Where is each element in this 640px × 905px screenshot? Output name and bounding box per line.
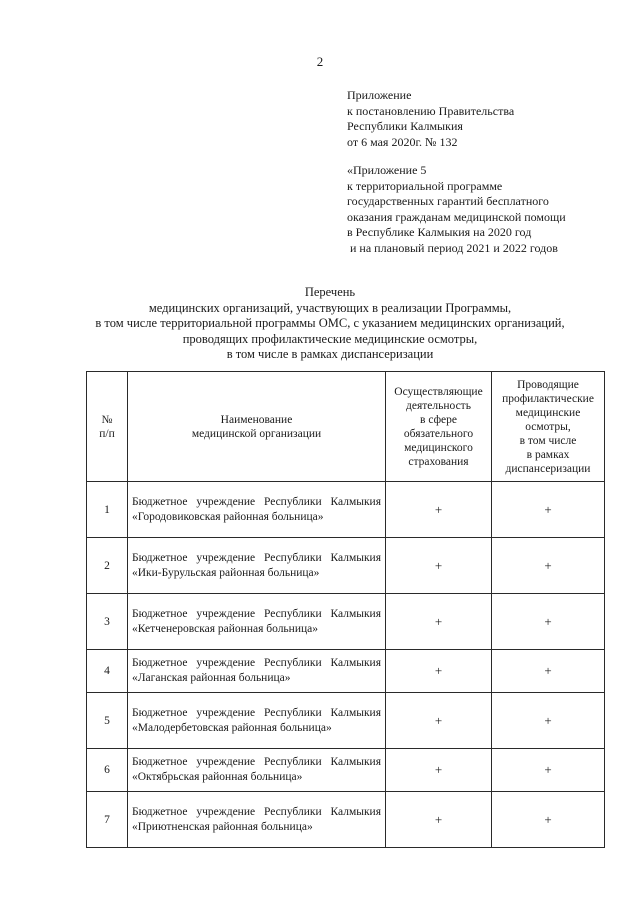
header-oms-line: обязательного	[403, 427, 474, 440]
header-line: к постановлению Правительства	[347, 103, 515, 118]
header-line: от 6 мая 2020г. № 132	[347, 134, 458, 149]
row-num: 3	[87, 594, 128, 650]
table-row	[87, 749, 605, 792]
row-num: 2	[87, 538, 128, 594]
row-oms-mark: +	[386, 538, 492, 594]
table-row	[87, 538, 605, 594]
row-org-name: Бюджетное учреждение Республики Калмыкия «Приютненская районная больница»	[128, 792, 386, 848]
annex-line: к территориальной программе	[347, 178, 503, 193]
header-line: Приложение	[347, 88, 412, 102]
table-row	[87, 792, 605, 848]
row-oms-mark: +	[386, 792, 492, 848]
row-org-name: Бюджетное учреждение Республики Калмыкия «Городовиковская районная больница»	[128, 482, 386, 538]
header-prof-line: профилактические	[502, 392, 594, 405]
header-num	[87, 372, 128, 482]
header-prof-line: Проводящие	[517, 378, 579, 391]
row-oms-mark: +	[386, 749, 492, 792]
row-org-name: Бюджетное учреждение Республики Калмыкия «Лаганская районная больница»	[128, 650, 386, 693]
row-oms-mark: +	[386, 693, 492, 749]
row-org-name: Бюджетное учреждение Республики Калмыкия «Кетченеровская районная больница»	[128, 594, 386, 650]
row-num: 1	[87, 482, 128, 538]
title-line: Перечень	[304, 285, 356, 299]
annex-line: государственных гарантий бесплатного	[347, 194, 549, 208]
row-num: 6	[87, 749, 128, 792]
annex-line: оказания гражданам медицинской помощи	[347, 209, 566, 224]
table-row	[87, 650, 605, 693]
header-oms-line: страхования	[408, 455, 469, 468]
header-prof-line: в рамках	[526, 448, 570, 461]
header-prof-line: диспансеризации	[505, 462, 591, 475]
header-num-line: №	[101, 413, 113, 426]
row-prof-mark: +	[492, 538, 605, 594]
header-oms-line: в сфере	[420, 413, 457, 426]
row-org-name: Бюджетное учреждение Республики Калмыкия «Ики-Бурульская районная больница»	[128, 538, 386, 594]
header-prof	[492, 372, 605, 482]
title-line: проводящих профилактические медицинские осмотры,	[182, 331, 478, 346]
table-row	[87, 482, 605, 538]
header-name-line: Наименование	[220, 413, 293, 426]
organizations-table	[86, 371, 605, 848]
approval-header	[347, 88, 514, 150]
title-line: в том числе территориальной программы ОМС, с указанием медицинских организаций,	[95, 316, 565, 330]
row-prof-mark: +	[492, 792, 605, 848]
header-oms-line: Осуществляющие	[394, 385, 483, 398]
row-oms-mark: +	[386, 482, 492, 538]
row-prof-mark: +	[492, 749, 605, 792]
table-row	[87, 693, 605, 749]
table-row	[87, 594, 605, 650]
row-org-name: Бюджетное учреждение Республики Калмыкия «Октябрьская районная больница»	[128, 749, 386, 792]
header-prof-line: в том числе	[519, 434, 577, 447]
row-num: 7	[87, 792, 128, 848]
table-header-row	[87, 372, 605, 482]
header-oms-line: деятельность	[406, 399, 471, 412]
row-org-name: Бюджетное учреждение Республики Калмыкия «Малодербетовская районная больница»	[128, 693, 386, 749]
annex-line: «Приложение 5	[347, 163, 427, 177]
header-prof-line: осмотры,	[525, 420, 571, 433]
title-line: медицинских организаций, участвующих в реализации Программы,	[148, 300, 512, 315]
row-oms-mark: +	[386, 650, 492, 693]
header-name	[128, 372, 386, 482]
row-oms-mark: +	[386, 594, 492, 650]
header-prof-line: медицинские	[515, 406, 581, 419]
row-num: 5	[87, 693, 128, 749]
header-line: Республики Калмыкия	[347, 119, 463, 133]
header-oms-line: медицинского	[404, 441, 473, 454]
annex-line: в Республике Калмыкия на 2020 год	[347, 225, 532, 239]
row-prof-mark: +	[492, 693, 605, 749]
title-line: в том числе в рамках диспансеризации	[226, 347, 434, 361]
document-title	[40, 285, 620, 363]
header-name-line: медицинской организации	[191, 427, 322, 440]
row-prof-mark: +	[492, 482, 605, 538]
page-number: 2	[316, 54, 324, 69]
row-prof-mark: +	[492, 650, 605, 693]
header-num-line: п/п	[99, 427, 115, 440]
annex-header	[347, 163, 566, 256]
row-num: 4	[87, 650, 128, 693]
row-prof-mark: +	[492, 594, 605, 650]
header-oms	[386, 372, 492, 482]
annex-line: и на плановый период 2021 и 2022 годов	[347, 240, 558, 255]
